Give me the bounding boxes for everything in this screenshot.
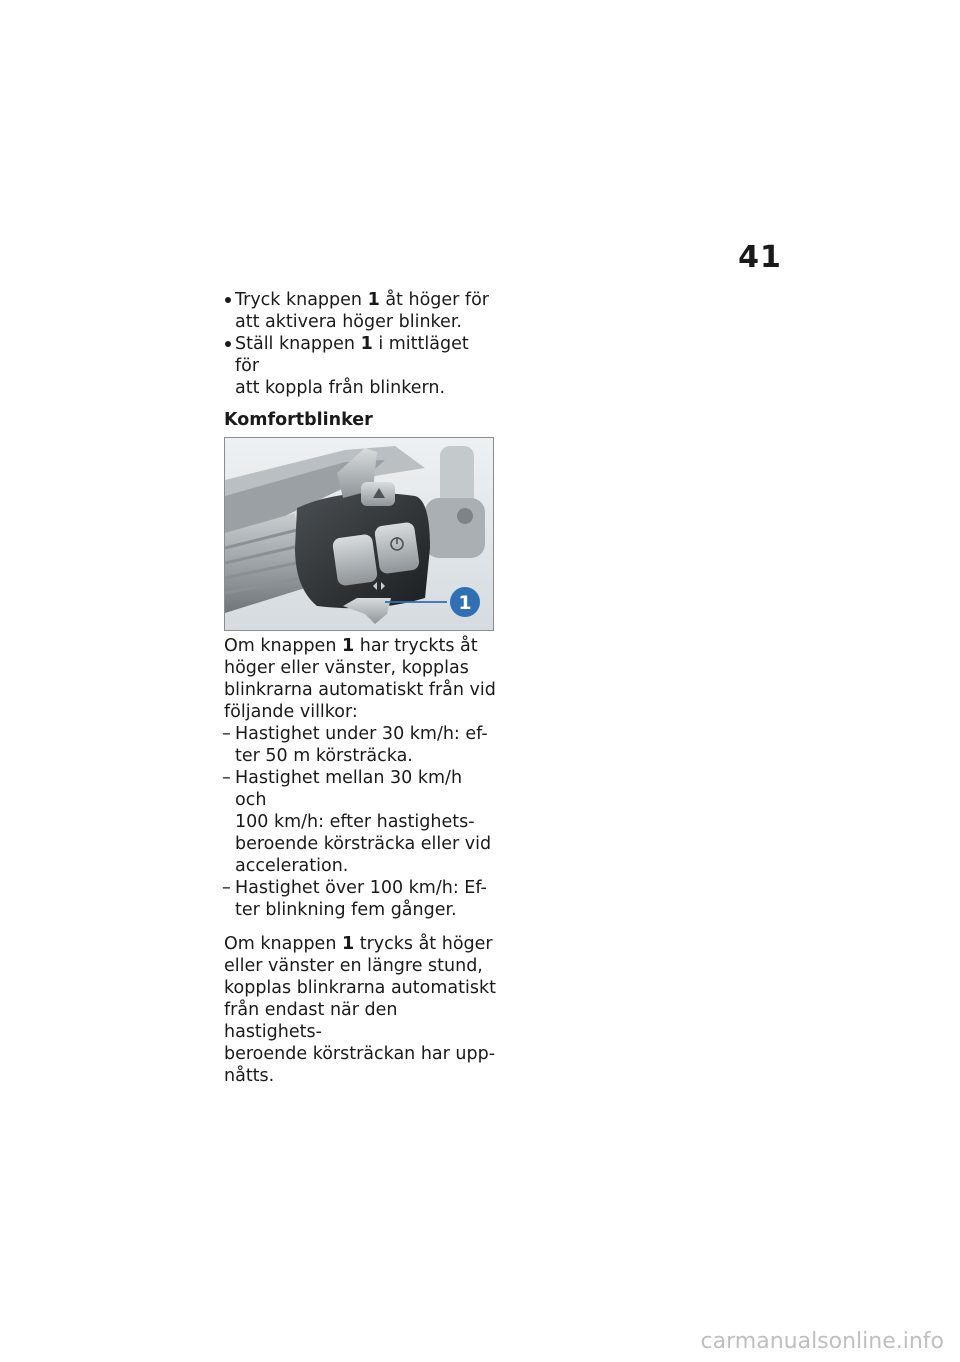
- section-heading: Komfortblinker: [224, 410, 373, 430]
- callout-number: 1: [458, 592, 472, 614]
- handlebar-switch-illustration: [225, 438, 493, 630]
- condition-item: – Hastighet mellan 30 km/h och 100 km/h: efter hastighets- beroende körsträcka eller vid acceleration.: [224, 767, 496, 877]
- content-column: [224, 289, 496, 1087]
- paragraph-intro: Om knappen 1 har tryckts åt höger eller vänster, kopplas blinkrarna automatiskt från vid följande villkor:: [224, 636, 496, 722]
- paragraph-long-press: Om knappen 1 trycks åt höger eller vänster en längre stund, kopplas blinkrarna automatiskt från endast när den hastighets- beroende körsträckan har upp- nåtts.: [224, 934, 496, 1086]
- bullet-item: Tryck knappen 1 åt höger för att aktivera höger blinker.: [224, 289, 496, 333]
- condition-item: – Hastighet över 100 km/h: Ef- ter blinkning fem gånger.: [224, 877, 496, 921]
- page-number: 41: [738, 240, 782, 275]
- handlebar-switch-figure: [224, 437, 494, 631]
- bullet-item: Ställ knappen 1 i mittläget för att koppla från blinkern.: [224, 333, 496, 399]
- condition-item: – Hastighet under 30 km/h: ef- ter 50 m körsträcka.: [224, 723, 496, 767]
- watermark: carmanualsonline.info: [700, 1329, 944, 1354]
